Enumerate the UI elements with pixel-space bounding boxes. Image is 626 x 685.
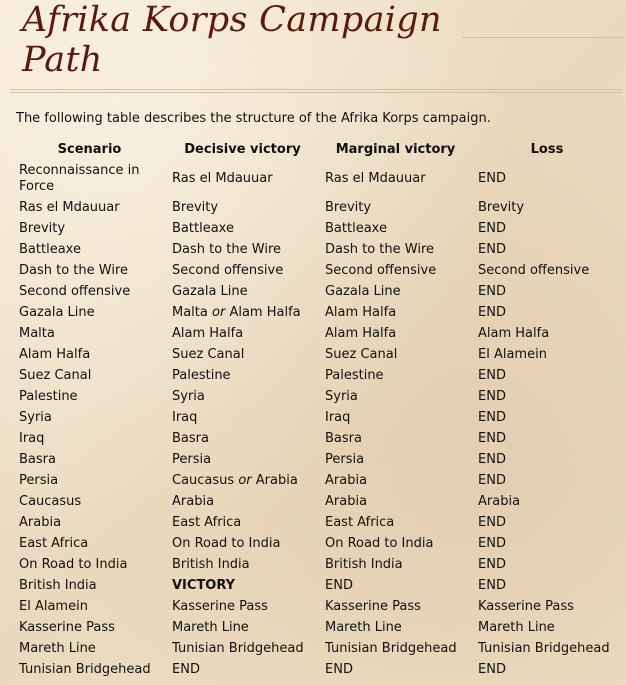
cell-marginal-victory: END xyxy=(325,578,353,593)
decisive-text: Malta xyxy=(172,305,212,320)
column-header-scenario: Scenario xyxy=(57,142,122,157)
column-header-loss: Loss xyxy=(530,142,564,157)
cell-decisive-victory xyxy=(166,281,319,302)
cell-scenario: Ras el Mdauuar xyxy=(19,200,120,215)
cell-scenario: East Africa xyxy=(19,536,89,551)
table-row xyxy=(13,533,622,554)
cell-decisive-victory xyxy=(166,260,319,281)
table-row xyxy=(13,575,622,596)
cell-loss: END xyxy=(478,284,506,299)
cell-loss: Second offensive xyxy=(478,263,590,278)
decisive-text: Syria xyxy=(172,389,205,404)
intro-text: The following table describes the structure of the Afrika Korps campaign. xyxy=(16,111,491,126)
table-body xyxy=(13,160,622,680)
cell-loss: END xyxy=(478,578,506,593)
decisive-text-alternative: Arabia xyxy=(251,473,298,488)
cell-scenario: Kasserine Pass xyxy=(19,620,115,635)
cell-decisive-victory xyxy=(166,160,319,197)
cell-decisive-victory xyxy=(166,386,319,407)
cell-scenario: Dash to the Wire xyxy=(19,263,129,278)
cell-loss: Brevity xyxy=(478,200,525,215)
table-row xyxy=(13,160,622,197)
cell-marginal-victory: Kasserine Pass xyxy=(325,599,421,614)
decisive-text: END xyxy=(172,662,200,677)
cell-scenario: Arabia xyxy=(19,515,62,530)
cell-scenario: Syria xyxy=(19,410,52,425)
cell-decisive-victory xyxy=(166,218,319,239)
cell-decisive-victory xyxy=(166,596,319,617)
cell-marginal-victory: Dash to the Wire xyxy=(325,242,435,257)
decisive-text: Tunisian Bridgehead xyxy=(172,641,304,656)
cell-marginal-victory: Alam Halfa xyxy=(325,305,397,320)
decisive-text: Brevity xyxy=(172,200,219,215)
cell-marginal-victory: British India xyxy=(325,557,403,572)
cell-loss: END xyxy=(478,431,506,446)
decisive-text: British India xyxy=(172,557,250,572)
cell-scenario: Gazala Line xyxy=(19,305,95,320)
cell-scenario: On Road to India xyxy=(19,557,128,572)
table-row xyxy=(13,617,622,638)
title-separator-secondary xyxy=(10,92,622,93)
cell-decisive-victory xyxy=(166,323,319,344)
cell-marginal-victory: Palestine xyxy=(325,368,384,383)
table-row xyxy=(13,323,622,344)
decisive-text: Alam Halfa xyxy=(172,326,244,341)
cell-scenario: Persia xyxy=(19,473,59,488)
cell-scenario: Tunisian Bridgehead xyxy=(19,662,151,677)
cell-marginal-victory: Arabia xyxy=(325,494,368,509)
cell-loss: END xyxy=(478,557,506,572)
cell-loss: END xyxy=(478,171,506,186)
cell-loss: END xyxy=(478,410,506,425)
cell-marginal-victory: Tunisian Bridgehead xyxy=(325,641,457,656)
table-header-row xyxy=(13,139,622,160)
table-row xyxy=(13,596,622,617)
cell-loss: END xyxy=(478,389,506,404)
decisive-text: On Road to India xyxy=(172,536,281,551)
cell-loss: END xyxy=(478,242,506,257)
table-row xyxy=(13,449,622,470)
cell-decisive-victory xyxy=(166,449,319,470)
column-header-decisive-victory: Decisive victory xyxy=(184,142,301,157)
decisive-text: Arabia xyxy=(172,494,215,509)
cell-scenario: British India xyxy=(19,578,97,593)
decisive-text: Gazala Line xyxy=(172,284,248,299)
decisive-text: Ras el Mdauuar xyxy=(172,171,273,186)
cell-scenario: Iraq xyxy=(19,431,45,446)
cell-scenario: Suez Canal xyxy=(19,368,92,383)
cell-decisive-victory xyxy=(166,365,319,386)
cell-scenario: Palestine xyxy=(19,389,78,404)
cell-marginal-victory: Syria xyxy=(325,389,358,404)
cell-scenario: Second offensive xyxy=(19,284,131,299)
column-header-marginal-victory: Marginal victory xyxy=(335,142,456,157)
cell-decisive-victory xyxy=(166,512,319,533)
cell-loss: Tunisian Bridgehead xyxy=(478,641,610,656)
decisive-text: Second offensive xyxy=(172,263,284,278)
decisive-text-alternative: Alam Halfa xyxy=(225,305,301,320)
cell-decisive-victory xyxy=(166,659,319,680)
cell-scenario: Malta xyxy=(19,326,55,341)
cell-loss: END xyxy=(478,368,506,383)
or-conjunction: or xyxy=(212,305,226,320)
cell-marginal-victory: East Africa xyxy=(325,515,395,530)
cell-scenario: Mareth Line xyxy=(19,641,96,656)
page-title xyxy=(22,0,442,80)
cell-marginal-victory: Battleaxe xyxy=(325,221,387,236)
cell-decisive-victory xyxy=(166,470,319,491)
campaign-path-table xyxy=(13,139,622,680)
cell-marginal-victory: Ras el Mdauuar xyxy=(325,171,426,186)
table-row xyxy=(13,512,622,533)
title-separator xyxy=(10,89,622,90)
cell-decisive-victory xyxy=(166,533,319,554)
table-row xyxy=(13,386,622,407)
decisive-text: Mareth Line xyxy=(172,620,249,635)
cell-loss: END xyxy=(478,452,506,467)
cell-decisive-victory xyxy=(166,302,319,323)
cell-loss: Arabia xyxy=(478,494,521,509)
decisive-text: Suez Canal xyxy=(172,347,245,362)
cell-marginal-victory: Suez Canal xyxy=(325,347,398,362)
cell-marginal-victory: END xyxy=(325,662,353,677)
cell-scenario: Reconnaissance in Force xyxy=(19,162,140,194)
cell-decisive-victory xyxy=(166,344,319,365)
cell-decisive-victory xyxy=(166,575,319,596)
cell-loss: END xyxy=(478,536,506,551)
cell-scenario: Alam Halfa xyxy=(19,347,91,362)
cell-marginal-victory: Mareth Line xyxy=(325,620,402,635)
decisive-text: Palestine xyxy=(172,368,231,383)
table-row xyxy=(13,491,622,512)
cell-loss: END xyxy=(478,221,506,236)
cell-loss: END xyxy=(478,515,506,530)
cell-decisive-victory xyxy=(166,407,319,428)
table-row xyxy=(13,218,622,239)
cell-decisive-victory xyxy=(166,554,319,575)
cell-marginal-victory: Arabia xyxy=(325,473,368,488)
cell-decisive-victory xyxy=(166,638,319,659)
table-row xyxy=(13,407,622,428)
table-row xyxy=(13,281,622,302)
table-row xyxy=(13,344,622,365)
table-row xyxy=(13,260,622,281)
cell-loss: El Alamein xyxy=(478,347,547,362)
cell-scenario: Caucasus xyxy=(19,494,82,509)
decisive-text: Battleaxe xyxy=(172,221,234,236)
decisive-text: Dash to the Wire xyxy=(172,242,282,257)
decisive-text: Basra xyxy=(172,431,209,446)
cell-marginal-victory: Iraq xyxy=(325,410,351,425)
cell-scenario: El Alamein xyxy=(19,599,88,614)
cell-decisive-victory xyxy=(166,428,319,449)
decisive-text: Persia xyxy=(172,452,212,467)
cell-decisive-victory xyxy=(166,197,319,218)
cell-decisive-victory xyxy=(166,491,319,512)
table-row xyxy=(13,428,622,449)
decisive-text: Kasserine Pass xyxy=(172,599,268,614)
title-divider-dotted xyxy=(463,37,623,38)
table-row xyxy=(13,659,622,680)
cell-loss: END xyxy=(478,662,506,677)
page-title-line2: Path xyxy=(22,40,103,80)
decisive-text: Caucasus xyxy=(172,473,239,488)
or-conjunction: or xyxy=(238,473,252,488)
table-row xyxy=(13,197,622,218)
cell-scenario: Brevity xyxy=(19,221,66,236)
table-row xyxy=(13,470,622,491)
cell-decisive-victory xyxy=(166,239,319,260)
cell-marginal-victory: Alam Halfa xyxy=(325,326,397,341)
table-row xyxy=(13,302,622,323)
table-row xyxy=(13,365,622,386)
page-title-line1: Afrika Korps Campaign xyxy=(22,0,442,40)
cell-loss: END xyxy=(478,305,506,320)
table-row xyxy=(13,239,622,260)
cell-loss: Alam Halfa xyxy=(478,326,550,341)
cell-marginal-victory: Second offensive xyxy=(325,263,437,278)
cell-scenario: Basra xyxy=(19,452,56,467)
table-row xyxy=(13,554,622,575)
decisive-text: East Africa xyxy=(172,515,242,530)
cell-loss: Mareth Line xyxy=(478,620,555,635)
cell-loss: Kasserine Pass xyxy=(478,599,574,614)
cell-marginal-victory: On Road to India xyxy=(325,536,434,551)
cell-marginal-victory: Gazala Line xyxy=(325,284,401,299)
cell-decisive-victory xyxy=(166,617,319,638)
cell-marginal-victory: Basra xyxy=(325,431,362,446)
decisive-text: Iraq xyxy=(172,410,198,425)
victory-label: VICTORY xyxy=(172,578,236,593)
table-row xyxy=(13,638,622,659)
cell-marginal-victory: Brevity xyxy=(325,200,372,215)
cell-scenario: Battleaxe xyxy=(19,242,81,257)
cell-marginal-victory: Persia xyxy=(325,452,365,467)
cell-loss: END xyxy=(478,473,506,488)
